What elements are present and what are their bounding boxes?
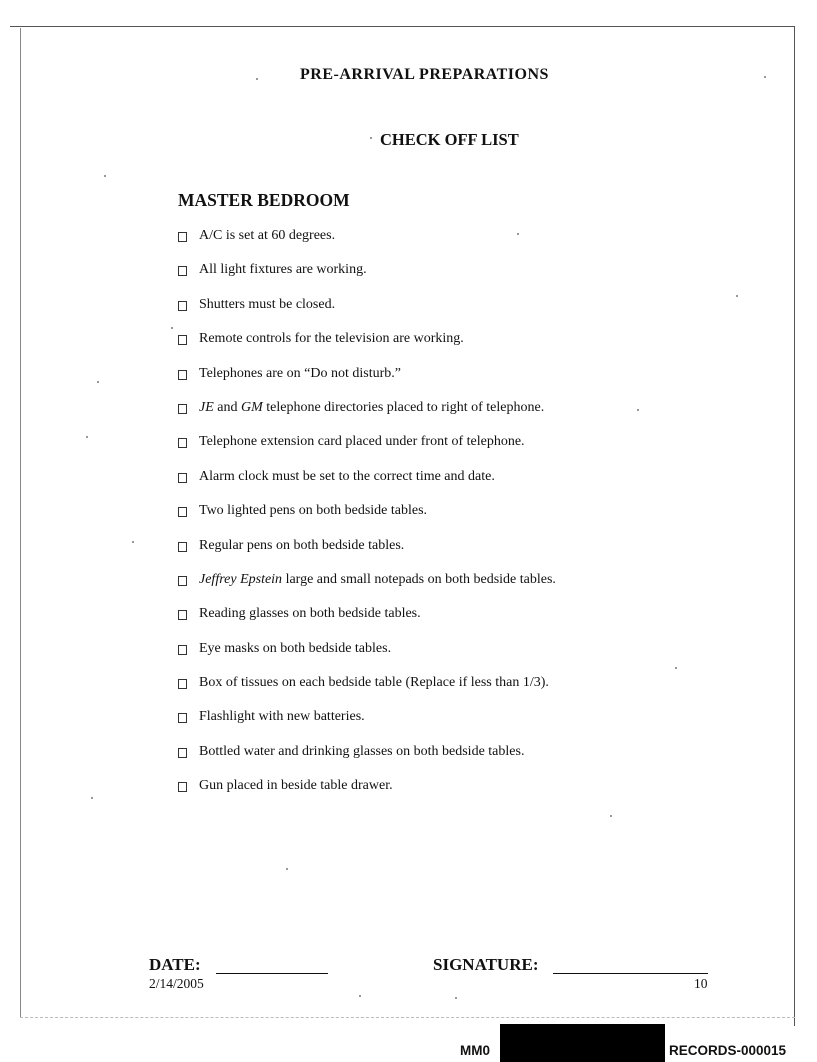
check-item [178, 538, 738, 572]
scan-speck [359, 995, 361, 997]
check-item [178, 262, 738, 296]
check-item-text: Alarm clock must be set to the correct time and date. [199, 468, 495, 484]
redaction-box [500, 1024, 665, 1062]
check-item [178, 572, 738, 606]
scan-speck [91, 797, 93, 799]
check-item [178, 400, 738, 434]
scan-speck [610, 815, 612, 817]
scan-speck [97, 381, 99, 383]
frame-bottom-line [20, 1017, 795, 1018]
scan-speck [736, 295, 738, 297]
check-item [178, 778, 738, 812]
check-item-text: Bottled water and drinking glasses on both bedside tables. [199, 743, 525, 759]
checkbox-icon [178, 473, 187, 483]
scan-speck [637, 409, 639, 411]
checkbox-icon [178, 713, 187, 723]
checkbox-icon [178, 542, 187, 552]
check-item [178, 366, 738, 400]
document-subtitle: CHECK OFF LIST [380, 130, 519, 149]
scan-speck [370, 137, 372, 139]
date-signature-line [216, 973, 328, 974]
checkbox-icon [178, 782, 187, 792]
scan-speck [517, 233, 519, 235]
document-title: PRE-ARRIVAL PREPARATIONS [300, 66, 549, 83]
italic-name: Jeffrey Epstein [199, 571, 283, 587]
scan-speck [764, 76, 766, 78]
check-item [178, 434, 738, 468]
checkbox-icon [178, 266, 187, 276]
checkbox-icon [178, 301, 187, 311]
check-item-text: Flashlight with new batteries. [199, 709, 365, 725]
check-item-text: Box of tissues on each bedside table (Replace if less than 1/3). [199, 675, 549, 691]
checkbox-icon [178, 576, 187, 586]
signature-label: SIGNATURE: [433, 955, 539, 974]
signature-line [553, 973, 708, 974]
check-item-text [199, 572, 556, 588]
scan-speck [104, 175, 106, 177]
check-item-text: Shutters must be closed. [199, 296, 336, 312]
checkbox-icon [178, 404, 187, 414]
check-off-list [178, 228, 738, 813]
bates-suffix: RECORDS-000015 [669, 1043, 787, 1058]
scan-speck [132, 541, 134, 543]
scan-speck [675, 667, 677, 669]
scan-speck [256, 78, 258, 80]
date-label: DATE: [149, 955, 201, 974]
scan-speck [171, 327, 173, 329]
check-item-rest: telephone directories placed to right of telephone. [262, 399, 545, 415]
check-item-rest: large and small notepads on both bedside tables. [282, 571, 556, 587]
check-item-text: Remote controls for the television are working. [199, 331, 464, 347]
scan-speck [455, 997, 457, 999]
check-item-text: Two lighted pens on both bedside tables. [199, 503, 428, 519]
check-item-text: All light fixtures are working. [199, 262, 367, 278]
checkbox-icon [178, 610, 187, 620]
checkbox-icon [178, 438, 187, 448]
conjunction-text: and [213, 399, 241, 415]
check-item-text: Telephones are on “Do not disturb.” [199, 365, 401, 381]
checkbox-icon [178, 232, 187, 242]
check-item-text: Regular pens on both bedside tables. [199, 537, 405, 553]
frame-top-line [10, 26, 795, 27]
check-item [178, 331, 738, 365]
italic-initials-je: JE [199, 399, 214, 415]
check-item [178, 709, 738, 743]
checkbox-icon [178, 748, 187, 758]
revision-date: 2/14/2005 [149, 976, 204, 991]
check-item-text: Gun placed in beside table drawer. [199, 778, 393, 794]
check-item-text: A/C is set at 60 degrees. [199, 228, 336, 243]
scan-speck [86, 436, 88, 438]
check-item [178, 744, 738, 778]
checkbox-icon [178, 335, 187, 345]
check-item [178, 469, 738, 503]
check-item-text [199, 400, 544, 416]
scan-speck [286, 868, 288, 870]
frame-right-line [794, 26, 795, 1026]
section-heading: MASTER BEDROOM [178, 190, 350, 210]
frame-left-line [20, 28, 21, 1018]
check-item [178, 228, 738, 262]
checkbox-icon [178, 507, 187, 517]
check-item-text: Telephone extension card placed under front of telephone. [199, 434, 525, 450]
check-item [178, 641, 738, 675]
check-item-text: Reading glasses on both bedside tables. [199, 606, 421, 622]
bates-prefix: MM0 [460, 1043, 490, 1058]
check-item [178, 297, 738, 331]
italic-initials-gm: GM [240, 399, 263, 415]
checkbox-icon [178, 645, 187, 655]
check-item-text: Eye masks on both bedside tables. [199, 640, 392, 656]
checkbox-icon [178, 370, 187, 380]
check-item [178, 606, 738, 640]
page-number: 10 [694, 976, 708, 991]
check-item [178, 503, 738, 537]
checkbox-icon [178, 679, 187, 689]
check-item [178, 675, 738, 709]
